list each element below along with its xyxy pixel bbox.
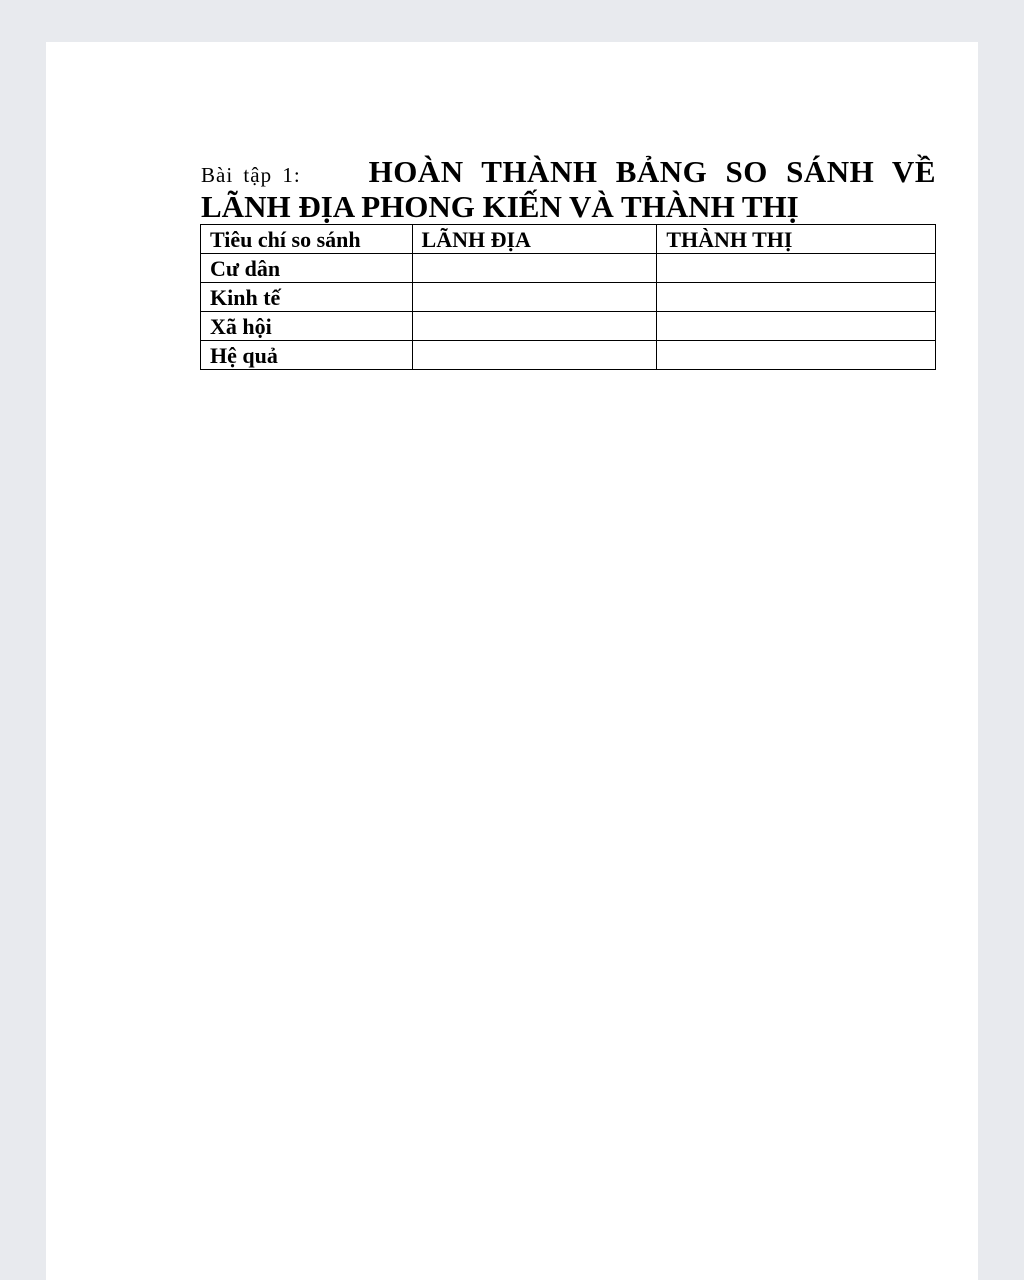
row-label: Xã hội [201, 312, 413, 341]
table-row [201, 254, 936, 283]
table-cell [657, 341, 936, 370]
header-criteria: Tiêu chí so sánh [201, 225, 413, 254]
table-header-row [201, 225, 936, 254]
table-cell [412, 283, 657, 312]
exercise-title-line-1: HOÀN THÀNH BẢNG SO SÁNH VỀ [368, 154, 936, 189]
table-cell [657, 312, 936, 341]
table-row [201, 283, 936, 312]
row-label: Kinh tế [201, 283, 413, 312]
row-label: Cư dân [201, 254, 413, 283]
exercise-title-line-2: LÃNH ĐỊA PHONG KIẾN VÀ THÀNH THỊ [201, 189, 799, 224]
table-cell [657, 254, 936, 283]
comparison-table [200, 224, 936, 370]
table-cell [412, 341, 657, 370]
exercise-label: Bài tập 1: [201, 163, 301, 187]
table-cell [412, 312, 657, 341]
table-cell [657, 283, 936, 312]
table-row [201, 341, 936, 370]
exercise-heading [201, 154, 936, 224]
heading-line-1 [201, 154, 936, 190]
document-page [46, 42, 978, 1280]
header-city: THÀNH THỊ [657, 225, 936, 254]
header-manor: LÃNH ĐỊA [412, 225, 657, 254]
table-cell [412, 254, 657, 283]
row-label: Hệ quả [201, 341, 413, 370]
table-row [201, 312, 936, 341]
